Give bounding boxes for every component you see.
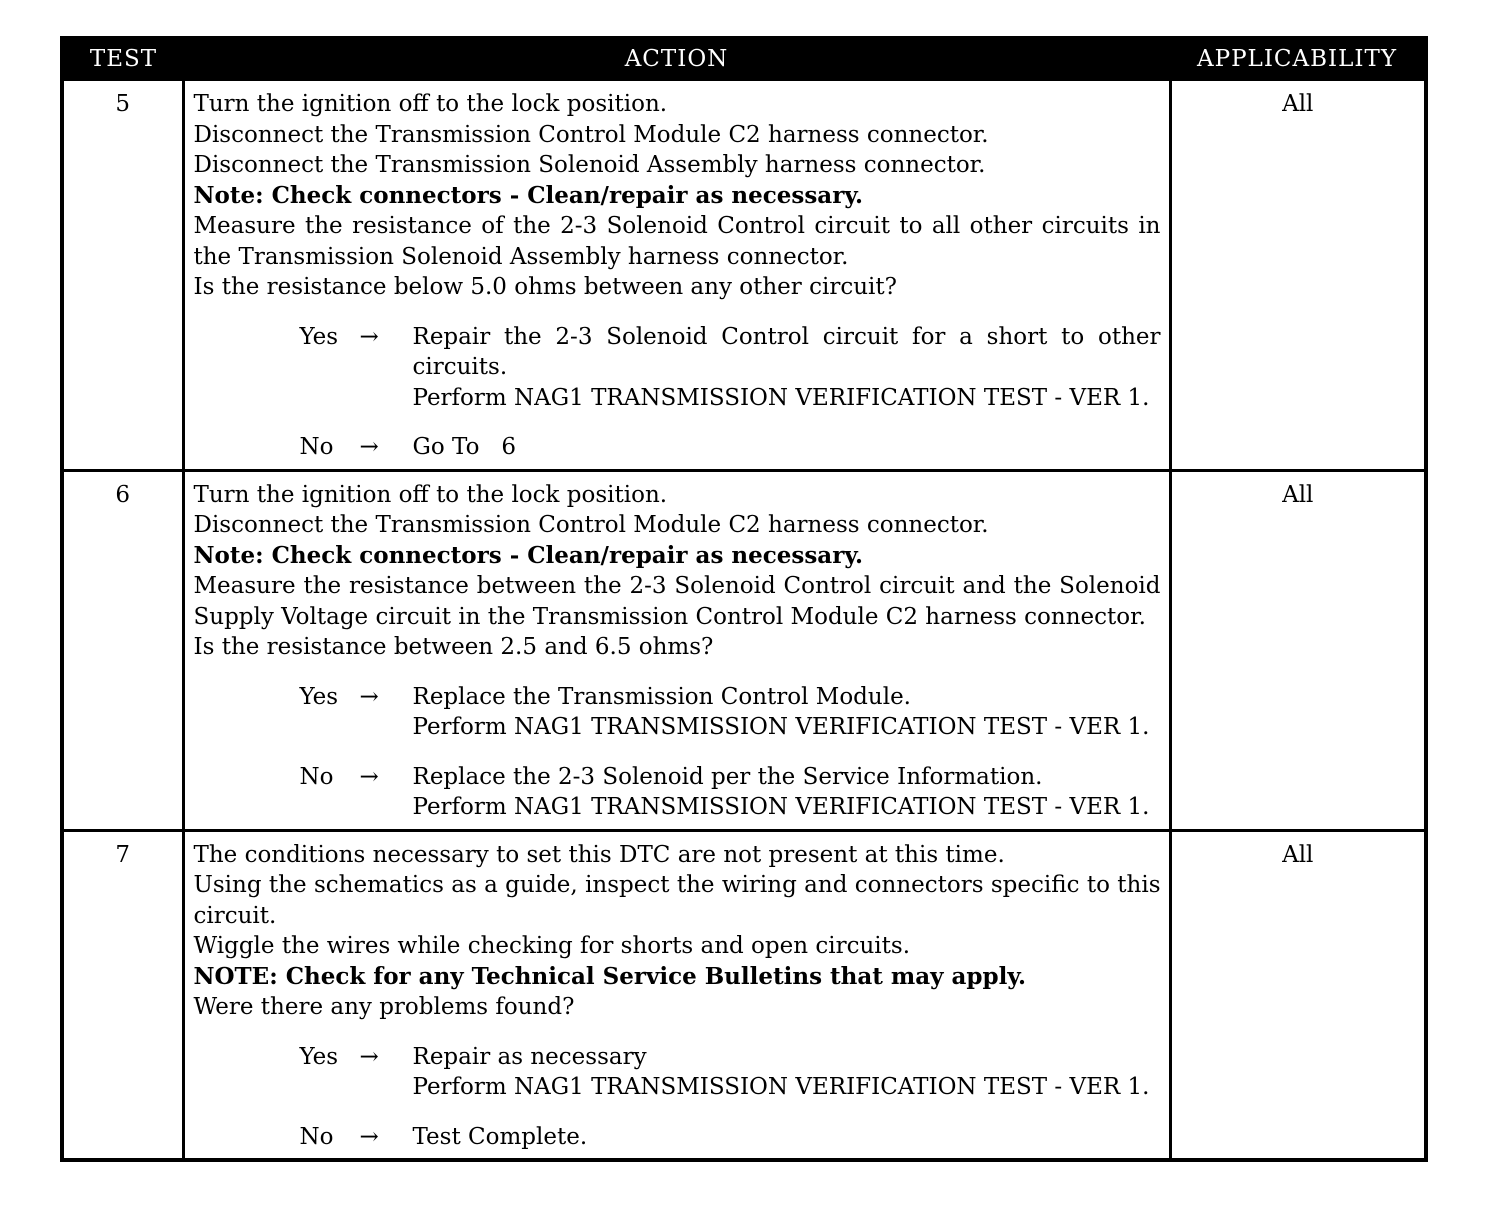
test-number: 6 [62,470,183,830]
action-cell [183,830,1170,1160]
no-branch [194,432,1161,463]
column-header-action: ACTION [183,38,1170,80]
action-step: Turn the ignition off to the lock position. [193,91,668,117]
table-row [62,80,1426,471]
outcome-line: Go To 6 [412,434,516,460]
action-step: Turn the ignition off to the lock position. [193,481,668,508]
no-label: No [299,434,334,460]
action-step: Disconnect the Transmission Solenoid Assembly harness connector. [193,152,986,178]
outcome-line: Perform NAG1 TRANSMISSION VERIFICATION TEST - VER 1. [412,384,1150,411]
action-step: The conditions necessary to set this DTC are not present at this time. [193,841,1005,868]
applicability-value: All [1170,470,1426,830]
arrow-right-icon: → [359,323,379,350]
yes-outcome [413,322,1161,414]
yes-branch [194,1042,1161,1103]
table-row [62,470,1426,830]
no-branch [194,1122,1161,1153]
no-outcome [413,762,1161,823]
action-question: Were there any problems found? [193,994,575,1020]
action-step: Using the schematics as a guide, inspect the wiring and connectors specific to this circuit. [193,872,1161,929]
diagnostic-test-table [60,36,1428,1162]
arrow-right-icon: → [359,1123,379,1150]
no-branch [194,762,1161,823]
yes-branch [194,322,1161,414]
action-note: Note: Check connectors - Clean/repair as necessary. [193,181,864,209]
action-step: Measure the resistance between the 2-3 Solenoid Control circuit and the Solenoid Supply Voltage circuit in the Transmission Control Module C2 harness connector. [193,573,1161,630]
outcome-line: Replace the Transmission Control Module. [412,683,911,710]
action-question: Is the resistance below 5.0 ohms between any other circuit? [193,274,897,300]
table-header-row [62,38,1426,80]
action-step: Disconnect the Transmission Control Module C2 harness connector. [193,512,989,538]
yes-outcome [413,1042,1161,1103]
outcome-line: Repair the 2-3 Solenoid Control circuit for a short to other circuits. [412,323,1161,380]
action-cell [183,470,1170,830]
arrow-right-icon: → [359,434,379,460]
action-question: Is the resistance between 2.5 and 6.5 ohms? [193,634,714,660]
outcome-line: Replace the 2-3 Solenoid per the Service Information. [412,763,1043,790]
no-outcome [413,1122,1161,1153]
action-note: NOTE: Check for any Technical Service Bulletins that may apply. [193,962,1027,990]
action-step: Disconnect the Transmission Control Module C2 harness connector. [193,121,989,148]
action-step: Measure the resistance of the 2-3 Solenoid Control circuit to all other circuits in the Transmission Solenoid Assembly harness connector. [193,213,1161,270]
no-label: No [299,1123,334,1150]
yes-outcome [413,682,1161,743]
outcome-line: Perform NAG1 TRANSMISSION VERIFICATION TEST - VER 1. [412,714,1150,740]
arrow-right-icon: → [359,683,379,710]
table-row [62,830,1426,1160]
yes-label: Yes [299,1043,339,1070]
action-note: Note: Check connectors - Clean/repair as necessary. [193,541,864,569]
outcome-line: Perform NAG1 TRANSMISSION VERIFICATION TEST - VER 1. [412,794,1150,820]
outcome-line: Test Complete. [412,1123,588,1150]
arrow-right-icon: → [359,1043,379,1070]
yes-branch [194,682,1161,743]
yes-label: Yes [299,683,339,710]
test-number: 5 [62,80,183,471]
outcome-line: Perform NAG1 TRANSMISSION VERIFICATION TEST - VER 1. [412,1074,1150,1100]
test-number: 7 [62,830,183,1160]
applicability-value: All [1170,830,1426,1160]
no-label: No [299,763,334,790]
action-cell [183,80,1170,471]
outcome-line: Repair as necessary [412,1043,647,1070]
yes-label: Yes [299,323,339,350]
no-outcome [413,432,1161,463]
arrow-right-icon: → [359,763,379,790]
column-header-test: TEST [62,38,183,80]
column-header-applicability: APPLICABILITY [1170,38,1426,80]
applicability-value: All [1170,80,1426,471]
action-step: Wiggle the wires while checking for shorts and open circuits. [193,933,911,959]
